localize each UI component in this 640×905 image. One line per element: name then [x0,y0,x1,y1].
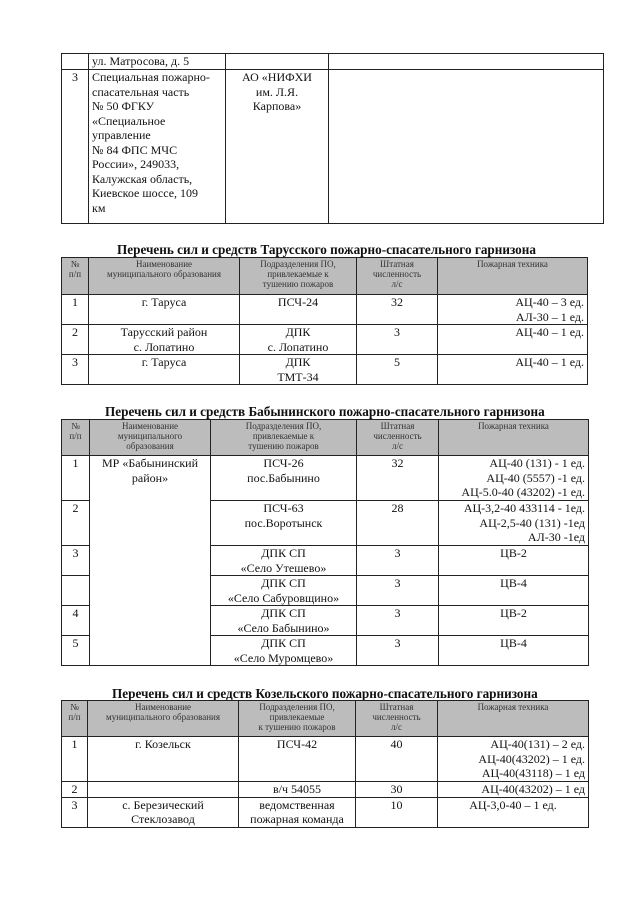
unit-cell: ДПК ТМТ-34 [240,355,357,385]
top-table [61,53,604,224]
equipment-cell: ЦВ-2 [439,546,589,576]
unit-cell: ПСЧ-42 [239,737,356,782]
unit-cell: ДПК СП «Село Утешево» [211,546,357,576]
header-num: № п/п [62,701,88,737]
equipment-cell: АЦ-40(131) – 2 ед. АЦ-40(43202) – 1 ед. АЦ-40(43118) – 1 ед [438,737,589,782]
table-row [62,456,589,501]
table-row [62,54,604,70]
header-staff: Штатная численность л/с [356,701,438,737]
municipality-cell: г. Козельск [88,737,239,782]
staff-cell: 40 [356,737,438,782]
equipment-cell: АЦ-40(43202) – 1 ед [438,781,589,797]
staff-cell: 32 [357,295,438,325]
unit-cell: ведомственная пожарная команда [239,797,356,827]
staff-cell: 3 [357,606,439,636]
table-row [62,737,589,782]
staff-cell: 3 [357,325,438,355]
row-number: 1 [62,737,88,782]
org-cell: ул. Матросова, д. 5 [89,54,226,70]
header-municipality: Наименование муниципального образования [89,258,240,295]
header-staff: Штатная численность л/с [357,420,439,456]
unit-cell: ДПК с. Лопатино [240,325,357,355]
row-number: 3 [62,355,89,385]
header-staff: Штатная численность л/с [357,258,438,295]
header-num: № п/п [62,258,89,295]
object-cell: АО «НИФХИ им. Л.Я. Карпова» [226,70,329,224]
municipality-cell: МР «Бабынинский район» [90,456,211,666]
staff-cell: 3 [357,546,439,576]
staff-cell: 30 [356,781,438,797]
unit-cell: в/ч 54055 [239,781,356,797]
section-title-tarusa: Перечень сил и средств Тарусского пожарно-спасательного гарнизона [117,242,536,257]
row-number: 4 [62,606,90,636]
staff-cell: 3 [357,576,439,606]
table-row [62,325,588,355]
staff-cell: 10 [356,797,438,827]
row-number [62,576,90,606]
row-number: 2 [62,781,88,797]
row-number: 3 [62,797,88,827]
row-number: 2 [62,325,89,355]
table-row [62,70,604,224]
header-municipality: Наименование муниципального образования [90,420,211,456]
unit-cell: ДПК СП «Село Бабынино» [211,606,357,636]
header-equipment: Пожарная техника [439,420,589,456]
municipality-cell: г. Таруса [89,355,240,385]
babynino-table [61,419,589,666]
unit-cell: ДПК СП «Село Муромцево» [211,636,357,666]
row-number: 2 [62,501,90,546]
header-unit: Подразделения ПО, привлекаемые к тушению пожаров [239,701,356,737]
staff-cell: 28 [357,501,439,546]
header-municipality: Наименование муниципального образования [88,701,239,737]
unit-cell: ПСЧ-26 пос.Бабынино [211,456,357,501]
header-num: № п/п [62,420,90,456]
header-unit: Подразделения ПО, привлекаемые к тушению пожаров [211,420,357,456]
section-title-kozelsk: Перечень сил и средств Козельского пожарно-спасательного гарнизона [112,686,538,701]
equipment-cell: АЦ-40 – 1 ед. [438,325,588,355]
row-number: 3 [62,546,90,576]
equipment-cell: АЦ-3,0-40 – 1 ед. [438,797,589,827]
municipality-cell: с. Березичеcкий Стеклозавод [88,797,239,827]
equipment-cell: АЦ-3,2-40 433114 - 1ед. АЦ-2,5-40 (131) -1ед АЛ-30 -1ед [439,501,589,546]
unit-cell: ДПК СП «Село Сабуровщино» [211,576,357,606]
unit-cell: ПСЧ-63 пос.Воротынск [211,501,357,546]
row-number: 5 [62,636,90,666]
table-row [62,295,588,325]
tarusa-table [61,257,588,385]
staff-cell: 32 [357,456,439,501]
header-equipment: Пожарная техника [438,701,589,737]
section-title-babynino: Перечень сил и средств Бабынинского пожарно-спасательного гарнизона [105,404,545,419]
header-equipment: Пожарная техника [438,258,588,295]
equipment-cell: ЦВ-4 [439,636,589,666]
row-number: 1 [62,456,90,501]
table-row [62,781,589,797]
municipality-cell: г. Таруса [89,295,240,325]
staff-cell: 3 [357,636,439,666]
equipment-cell: ЦВ-2 [439,606,589,636]
table-header [62,258,588,295]
municipality-cell: Тарусский район с. Лопатино [89,325,240,355]
header-unit: Подразделения ПО, привлекаемые к тушению пожаров [240,258,357,295]
equipment-cell: АЦ-40 (131) - 1 ед. АЦ-40 (5557) -1 ед. АЦ-5.0-40 (43202) -1 ед. [439,456,589,501]
row-number: 3 [62,70,89,224]
staff-cell: 5 [357,355,438,385]
org-cell: Специальная пожарно- спасательная часть № 50 ФГКУ «Специальное управление № 84 ФПС МЧС России», 249033, Калужская область, Киевское шоссе, 109 км [89,70,226,224]
table-header [62,701,589,737]
equipment-cell: АЦ-40 – 3 ед. АЛ-30 – 1 ед. [438,295,588,325]
row-number: 1 [62,295,89,325]
equipment-cell: АЦ-40 – 1 ед. [438,355,588,385]
municipality-cell [88,781,239,797]
kozelsk-table [61,700,589,828]
table-row [62,797,589,827]
equipment-cell: ЦВ-4 [439,576,589,606]
unit-cell: ПСЧ-24 [240,295,357,325]
table-row [62,355,588,385]
table-header [62,420,589,456]
